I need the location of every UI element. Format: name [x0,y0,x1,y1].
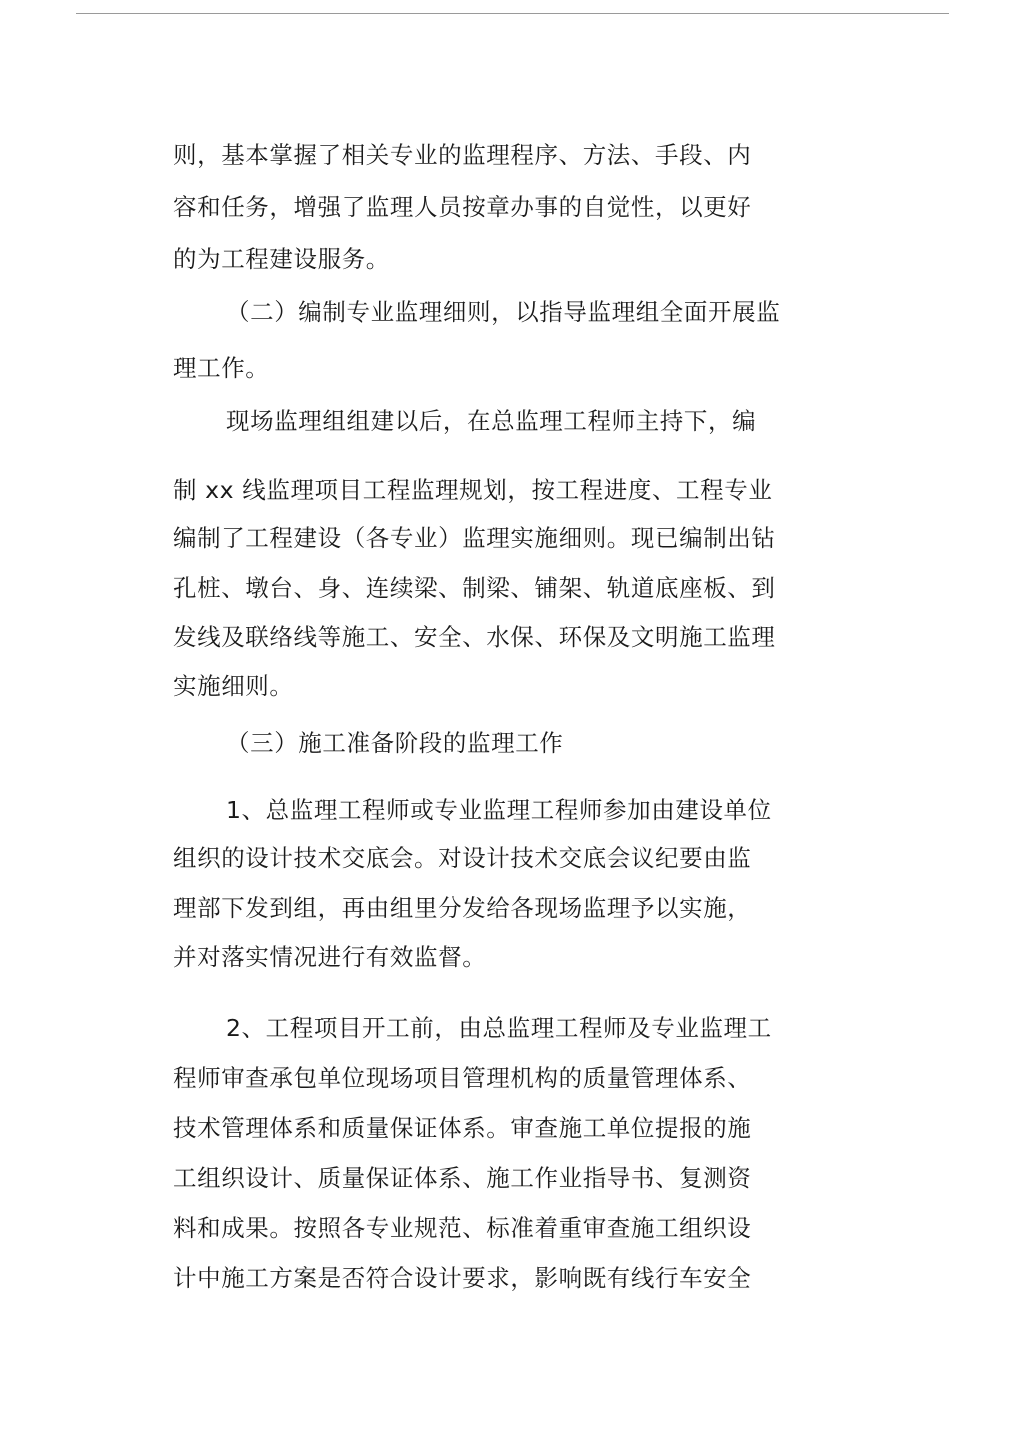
text-line: 制 xx 线监理项目工程监理规划，按工程进度、工程专业 [173,476,773,504]
text-line: 的为工程建设服务。 [173,245,390,273]
text-line: 技术管理体系和质量保证体系。审查施工单位提报的施 [173,1114,752,1142]
text-line: 工组织设计、质量保证体系、施工作业指导书、复测资 [173,1164,752,1192]
text-line: 孔桩、墩台、身、连续梁、制梁、铺架、轨道底座板、到 [173,574,776,602]
text-line: 组织的设计技术交底会。对设计技术交底会议纪要由监 [173,844,752,872]
section-heading: （二）编制专业监理细则，以指导监理组全面开展监 [226,298,781,326]
text-line: 理部下发到组，再由组里分发给各现场监理予以实施， [173,894,752,922]
text-line: 并对落实情况进行有效监督。 [173,943,487,971]
text-line: 编制了工程建设（各专业）监理实施细则。现已编制出钻 [173,524,776,552]
text-line: 理工作。 [173,354,270,382]
text-line: 计中施工方案是否符合设计要求，影响既有线行车安全 [173,1264,752,1292]
section-heading: （三）施工准备阶段的监理工作 [226,729,564,757]
header-rule [76,13,949,14]
text-line: 容和任务，增强了监理人员按章办事的自觉性，以更好 [173,193,752,221]
text-line: 实施细则。 [173,672,294,700]
text-line: 1、总监理工程师或专业监理工程师参加由建设单位 [226,796,772,824]
text-line: 发线及联络线等施工、安全、水保、环保及文明施工监理 [173,623,776,651]
text-line: 程师审查承包单位现场项目管理机构的质量管理体系、 [173,1064,752,1092]
text-line: 则，基本掌握了相关专业的监理程序、方法、手段、内 [173,141,752,169]
text-line: 2、工程项目开工前，由总监理工程师及专业监理工 [226,1014,772,1042]
text-line: 料和成果。按照各专业规范、标准着重审查施工组织设 [173,1214,752,1242]
text-line: 现场监理组组建以后，在总监理工程师主持下，编 [226,407,757,435]
